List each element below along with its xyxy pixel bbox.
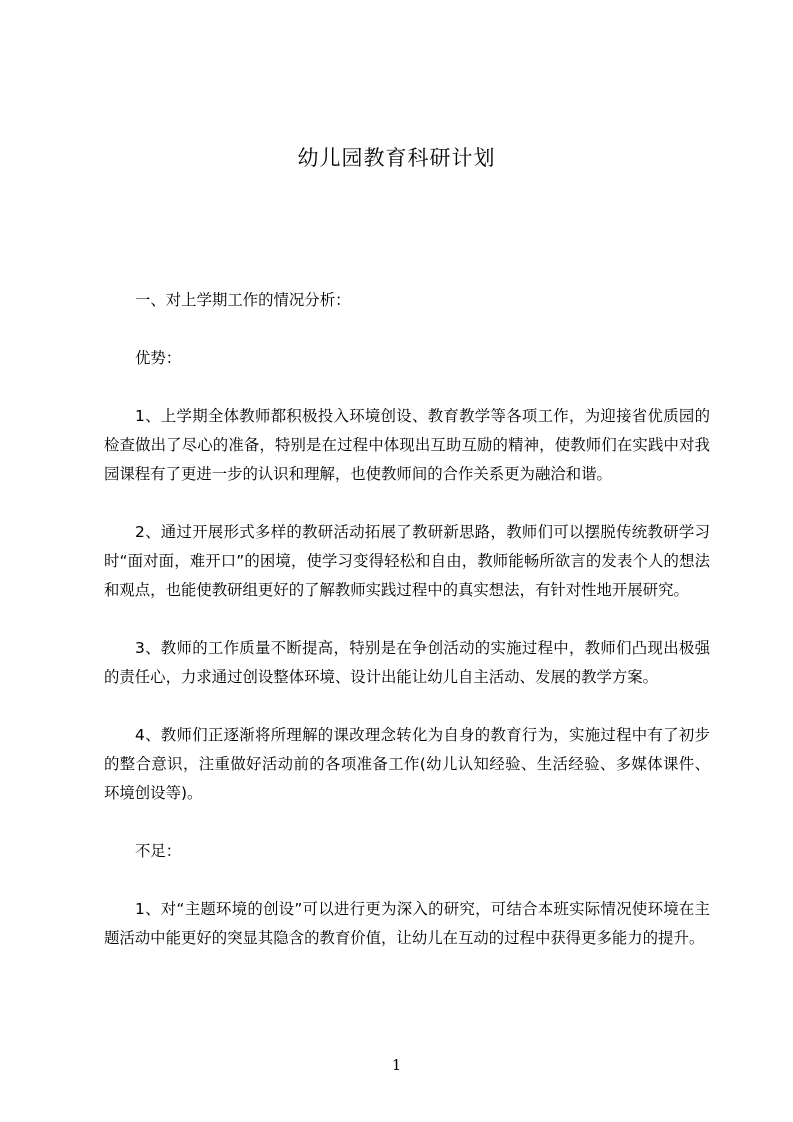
page-number: 1	[391, 1056, 402, 1074]
paragraph: 3、教师的工作质量不断提高，特别是在争创活动的实施过程中，教师们凸现出极强的责任心，力求通过创设整体环境、设计出能让幼儿自主活动、发展的教学方案。	[104, 639, 710, 686]
subheading-strengths: 优势：	[135, 349, 182, 367]
paragraph: 2、通过开展形式多样的教研活动拓展了教研新思路，教师们可以摆脱传统教研学习时“面对面，难开口”的困境，使学习变得轻松和自由，教师能畅所欲言的发表个人的想法和观点，也能使教研组更好的了解教师实践过程中的真实想法，有针对性地开展研究。	[104, 523, 710, 599]
document-body	[104, 286, 710, 982]
document-title: 幼儿园教育科研计划	[297, 146, 496, 170]
paragraph: 4、教师们正逐渐将所理解的课改理念转化为自身的教育行为，实施过程中有了初步的整合意识，注重做好活动前的各项准备工作(幼儿认知经验、生活经验、多媒体课件、环境创设等)。	[104, 726, 710, 802]
subheading-shortcomings: 不足：	[135, 842, 182, 860]
paragraph: 1、对“主题环境的创设”可以进行更为深入的研究，可结合本班实际情况使环境在主题活动中能更好的突显其隐含的教育价值，让幼儿在互动的过程中获得更多能力的提升。	[104, 900, 710, 947]
paragraph: 1、上学期全体教师都积极投入环境创设、教育教学等各项工作，为迎接省优质园的检查做出了尽心的准备，特别是在过程中体现出互助互励的精神，使教师们在实践中对我园课程有了更进一步的认识和理解，也使教师间的合作关系更为融洽和谐。	[104, 407, 710, 483]
section-heading: 一、对上学期工作的情况分析：	[135, 291, 351, 309]
